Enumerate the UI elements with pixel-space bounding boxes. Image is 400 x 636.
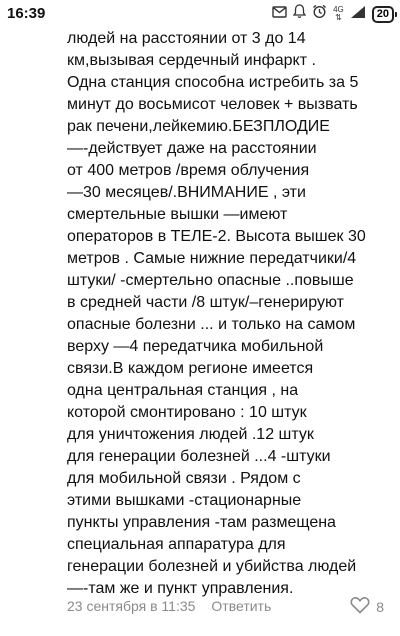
comment-line: одна центральная станция , на: [67, 382, 299, 399]
status-time: 16:39: [7, 5, 46, 22]
comment-line: км,вызывая сердечный инфаркт .: [67, 52, 316, 69]
comment-line: смертельные вышки —имеют: [67, 206, 288, 223]
comment-date: 23 сентября в 11:35: [67, 598, 196, 614]
heart-icon: [350, 596, 370, 617]
comment-line: метров . Самые нижние передатчики/4: [67, 250, 357, 267]
comment-line: —-действует даже на расстоянии: [67, 140, 317, 157]
battery-icon: [372, 6, 394, 23]
comment-line: —30 месяцев/.ВНИМАНИЕ , эти: [67, 184, 306, 201]
envelope-icon: [272, 5, 287, 23]
comment-line: связи.В каждом регионе имеется: [67, 360, 314, 377]
comment-line: опасные болезни ... и только на самом: [67, 316, 356, 333]
comment-text: [67, 28, 392, 600]
comment-line: пункты управления -там размещена: [67, 514, 336, 531]
comment-line: рак печени,лейкемию.БЕЗПЛОДИЕ: [67, 118, 330, 135]
signal-icon: [350, 5, 366, 24]
comment-line: верху —4 передатчика мобильной: [67, 338, 324, 355]
comment-line: для мобильной связи . Рядом с: [67, 470, 301, 487]
comment-line: операторов в ТЕЛЕ-2. Высота вышек 30: [67, 228, 366, 245]
comment-line: этими вышками -стационарные: [67, 492, 302, 509]
comment-line: минут до восьмисот человек + вызвать: [67, 96, 358, 113]
status-bar: [0, 0, 400, 28]
like-button[interactable]: [350, 596, 384, 617]
reply-button[interactable]: Ответить: [211, 598, 272, 614]
like-count: 8: [376, 598, 384, 615]
comment-line: от 400 метров /время облучения: [67, 162, 310, 179]
comment-line: штуки/ -смертельно опасные ..повыше: [67, 272, 354, 289]
comment-line: людей на расстоянии от 3 до 14: [67, 30, 306, 47]
comment-line: специальная аппаратура для: [67, 536, 286, 553]
battery-level: 20: [376, 7, 389, 20]
comment-footer: [67, 594, 392, 618]
comment-line: для уничтожения людей .12 штук: [67, 426, 314, 443]
comment-line: Одна станция способна истребить за 5: [67, 74, 359, 91]
comment-line: в средней части /8 штук/–генерируют: [67, 294, 344, 311]
comment-line: —-там же и пункт управления.: [67, 580, 294, 597]
bell-icon: [293, 4, 306, 24]
comment-line: генерации болезней и убийства людей: [67, 558, 357, 575]
network-type: 4G ⇅: [333, 5, 344, 22]
comment-line: для генерации болезней ...4 -штуки: [67, 448, 331, 465]
status-icons: [272, 4, 394, 24]
comment-line: которой смонтировано : 10 штук: [67, 404, 307, 421]
alarm-icon: [312, 4, 327, 24]
